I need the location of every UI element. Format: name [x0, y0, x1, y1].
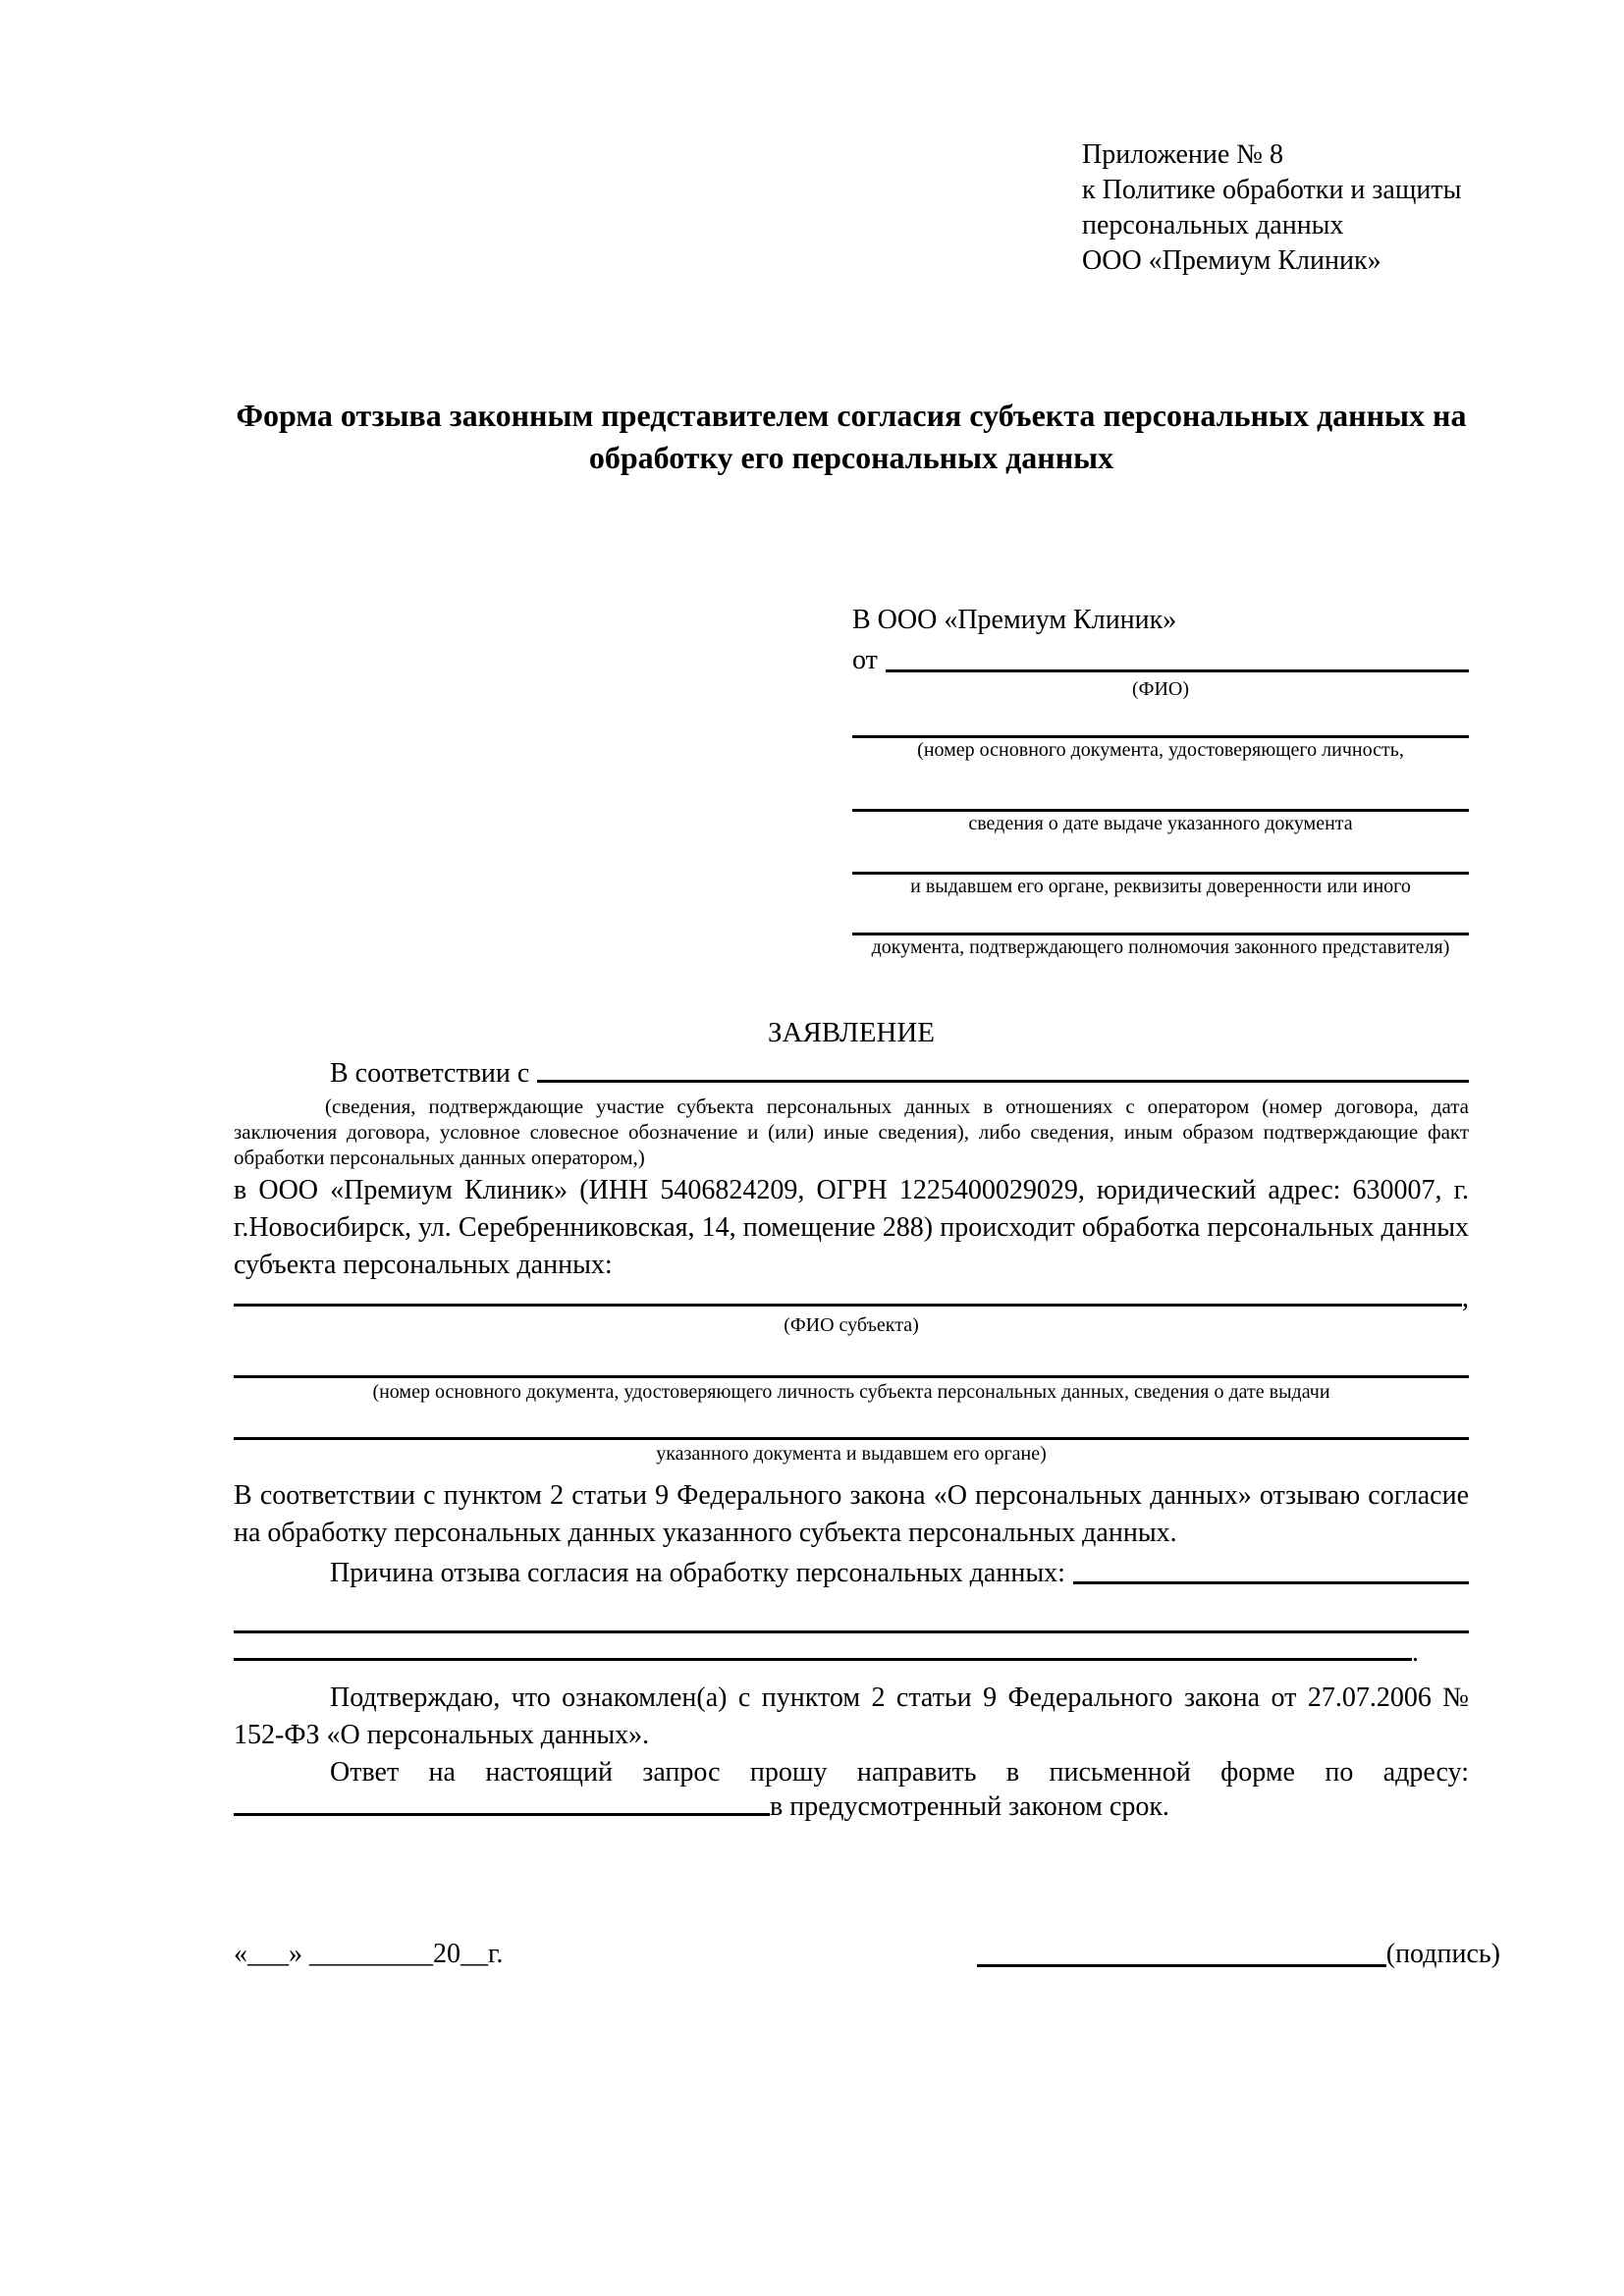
authority-document-caption: документа, подтверждающего полномочия законного представителя): [871, 936, 1450, 958]
from-blank-line: [886, 669, 1469, 672]
confirm-paragraph: Подтверждаю, что ознакомлен(а) с пунктом 2 статьи 9 Федерального закона от 27.07.2006 № 152-ФЗ «О персональных данных».: [234, 1682, 1469, 1750]
reason-row: [234, 1556, 1469, 1589]
issuing-authority-blank-line: [852, 835, 1469, 875]
fio-caption: (ФИО): [1131, 678, 1189, 700]
subject-document-blank-line-2: [234, 1408, 1469, 1440]
in-accordance-blank-line: [537, 1080, 1469, 1083]
operator-paragraph: в ООО «Премиум Клиник» (ИНН 5406824209, ОГРН 1225400029029, юридический адрес: 630007, г. г.Новосибирск, ул. Серебренниковская, 14, помещение 288) происходит обработка персональных данных субъекта персональных данных:: [234, 1175, 1469, 1280]
reply-address-blank-line: [234, 1813, 770, 1816]
reason-line-period: .: [1412, 1637, 1419, 1668]
from-field-row: [852, 642, 1469, 677]
reason-blank-line-3: [234, 1658, 1412, 1661]
subject-fio-caption: (ФИО субъекта): [784, 1314, 919, 1336]
appendix-company-line: ООО «Премиум Клиник»: [1082, 245, 1381, 276]
reply-term-text: в предусмотренный законом срок.: [770, 1791, 1169, 1822]
appendix-policy-line: к Политике обработки и защиты: [1082, 175, 1462, 205]
in-accordance-label: В соответствии с: [330, 1058, 530, 1089]
signature-group: [977, 1936, 1500, 1973]
issuing-authority-caption: и выдавшем его органе, реквизиты доверенности или иного: [910, 876, 1411, 897]
footer-row: [234, 1936, 1500, 1973]
reply-paragraph: Ответ на настоящий запрос прошу направить в письменной форме по адресу:: [330, 1757, 1469, 1788]
withdraw-paragraph: В соответствии с пунктом 2 статьи 9 Федерального закона «О персональных данных» отзываю согласие на обработку персональных данных указанного субъекта персональных данных.: [234, 1480, 1469, 1548]
issue-date-caption: сведения о дате выдаче указанного документа: [968, 813, 1353, 834]
signature-caption: (подпись): [1385, 1939, 1500, 1969]
addressee-to: В ООО «Премиум Клиник»: [852, 605, 1177, 635]
statement-heading: ЗАЯВЛЕНИЕ: [767, 1017, 936, 1048]
subject-document-caption: (номер основного документа, удостоверяющего личность субъекта персональных данных, сведения о дате выдачи: [372, 1381, 1330, 1403]
appendix-number-line: Приложение № 8: [1082, 139, 1283, 170]
issue-date-blank-line: [852, 762, 1469, 812]
subject-document-blank-line: [234, 1341, 1469, 1378]
subject-fio-row: [234, 1284, 1469, 1311]
from-label: от: [852, 645, 878, 675]
reply-address-row: [234, 1791, 1469, 1821]
signature-blank-line: [977, 1964, 1386, 1967]
relation-details-note: (сведения, подтверждающие участие субъекта персональных данных в отношениях с оператором (номер договора, дата заключения договора, условное словесное обозначение и (или) иные сведения), либо сведения, иным образом подтверждающие факт обработки персональных данных оператором,): [234, 1095, 1469, 1169]
reason-blank-line: [1073, 1581, 1469, 1584]
representative-document-caption: (номер основного документа, удостоверяющего личность,: [917, 739, 1404, 761]
addressee-block: [852, 603, 1469, 959]
reason-blank-line-2: [234, 1589, 1469, 1633]
in-accordance-row: [234, 1058, 1469, 1088]
subject-fio-blank-line: [234, 1304, 1462, 1307]
appendix-header: [1082, 137, 1461, 279]
subject-line-comma: ,: [1462, 1283, 1469, 1313]
document-title: Форма отзыва законным представителем согласия субъекта персональных данных на обработку его персональных данных: [236, 398, 1467, 475]
statement-section: [234, 1013, 1469, 1821]
reason-label: Причина отзыва согласия на обработку персональных данных:: [330, 1558, 1065, 1588]
subject-document-caption-2: указанного документа и выдавшем его органе): [656, 1443, 1047, 1465]
representative-document-blank-line: [852, 701, 1469, 738]
authority-document-blank-line: [852, 898, 1469, 935]
appendix-policy-line-2: персональных данных: [1082, 210, 1344, 240]
reason-blank-line-3-row: [234, 1633, 1469, 1666]
date-line: «___» _________20__г.: [234, 1939, 504, 1969]
